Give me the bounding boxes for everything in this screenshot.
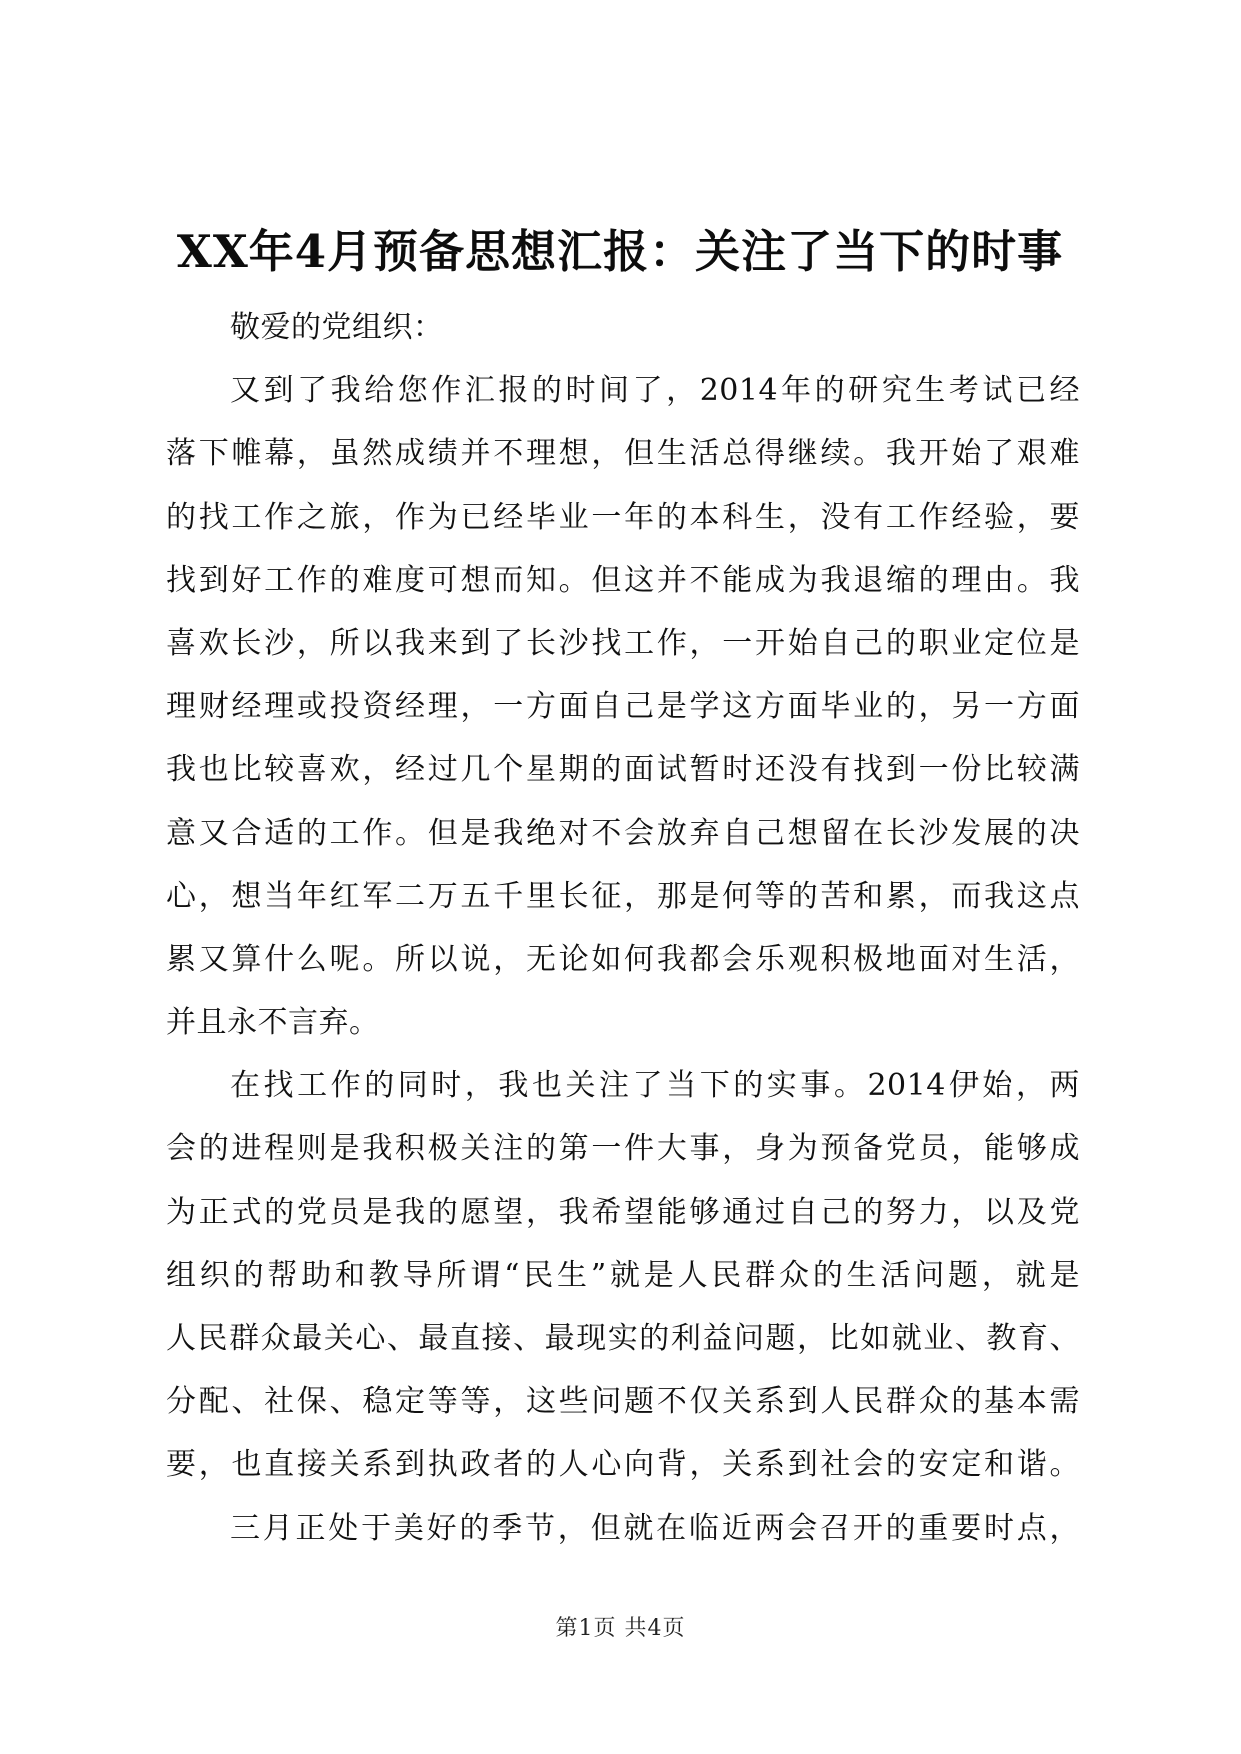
text-line: 喜欢长沙，所以我来到了长沙找工作，一开始自己的职业定位是 — [166, 625, 1080, 661]
text-line: 心，想当年红军二万五千里长征，那是何等的苦和累，而我这点 — [166, 878, 1080, 914]
text-line: 的找工作之旅，作为已经毕业一年的本科生，没有工作经验，要 — [166, 499, 1080, 535]
document-body — [166, 296, 1080, 1560]
document-title: XX年4月预备思想汇报：关注了当下的时事 — [176, 225, 1064, 278]
text-line: 找到好工作的难度可想而知。但这并不能成为我退缩的理由。我 — [166, 562, 1080, 598]
text-line: 分配、社保、稳定等等，这些问题不仅关系到人民群众的基本需 — [166, 1384, 1080, 1420]
page-footer: 第1页 共4页 — [555, 1616, 686, 1641]
text-line: 落下帷幕，虽然成绩并不理想，但生活总得继续。我开始了艰难 — [166, 436, 1080, 472]
text-line: 累又算什么呢。所以说，无论如何我都会乐观积极地面对生活， — [166, 941, 1080, 977]
text-line: 敬爱的党组织： — [230, 310, 444, 345]
text-line: 为正式的党员是我的愿望，我希望能够通过自己的努力，以及党 — [166, 1194, 1080, 1230]
text-line: 在找工作的同时，我也关注了当下的实事。2014伊始，两 — [230, 1068, 1080, 1104]
text-line: 我也比较喜欢，经过几个星期的面试暂时还没有找到一份比较满 — [166, 752, 1080, 788]
text-line: 理财经理或投资经理，一方面自己是学这方面毕业的，另一方面 — [166, 689, 1080, 725]
text-line: 并且永不言弃。 — [166, 1005, 380, 1041]
text-line: 会的进程则是我积极关注的第一件大事，身为预备党员，能够成 — [166, 1131, 1080, 1167]
text-line: 又到了我给您作汇报的时间了，2014年的研究生考试已经 — [230, 373, 1080, 409]
text-line: 人民群众最关心、最直接、最现实的利益问题，比如就业、教育、 — [166, 1321, 1080, 1356]
text-line: 三月正处于美好的季节，但就在临近两会召开的重要时点， — [230, 1510, 1080, 1546]
text-line: 意又合适的工作。但是我绝对不会放弃自己想留在长沙发展的决 — [166, 815, 1080, 851]
text-line: 组织的帮助和教导所谓“民生”就是人民群众的生活问题，就是 — [166, 1257, 1080, 1293]
text-line: 要，也直接关系到执政者的人心向背，关系到社会的安定和谐。 — [166, 1447, 1080, 1483]
